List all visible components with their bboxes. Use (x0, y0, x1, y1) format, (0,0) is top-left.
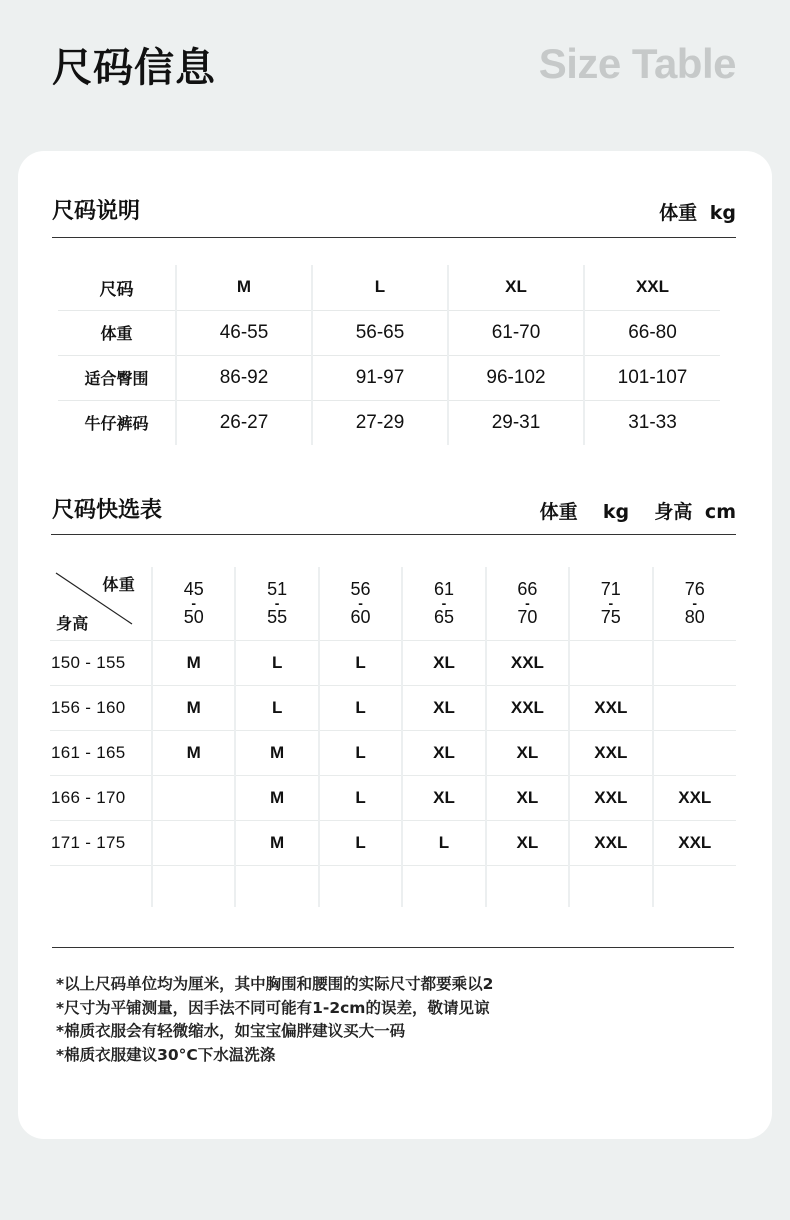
weight-dash: - (441, 595, 447, 612)
weight-range-header (653, 567, 736, 640)
table-cell: 26-27 (176, 400, 312, 445)
size-guide-unit: 体重 kg (659, 202, 736, 224)
table-cell: 66-80 (584, 310, 720, 355)
size-cell (653, 685, 736, 730)
size-cell: XL (486, 775, 569, 820)
size-cell: L (319, 730, 402, 775)
size-guide-title: 尺码说明 (52, 199, 141, 224)
table-row (50, 730, 736, 775)
weight-dash: - (692, 595, 698, 612)
weight-from: 66 (517, 579, 538, 600)
weight-range-header (235, 567, 318, 640)
height-range: 156 - 160 (50, 685, 152, 730)
size-cell (653, 730, 736, 775)
weight-dash: - (358, 595, 363, 612)
height-range: 171 - 175 (50, 820, 152, 865)
empty-cell (319, 865, 402, 907)
table-row (58, 355, 720, 400)
size-cell: XL (486, 820, 569, 865)
table-cell: 31-33 (584, 400, 720, 445)
size-cell: L (402, 820, 485, 865)
corner-header (50, 567, 152, 640)
weight-from: 51 (267, 579, 288, 600)
corner-weight-label: 体重 (102, 575, 135, 594)
weight-range-header (152, 567, 235, 640)
size-cell: XXL (653, 820, 736, 865)
table-row (58, 310, 720, 355)
weight-from: 45 (183, 579, 204, 600)
table-row (50, 775, 736, 820)
size-cell: XXL (569, 685, 652, 730)
table-header-row (58, 265, 720, 310)
size-cell: L (319, 640, 402, 685)
column-header: M (176, 265, 312, 310)
table-row-empty (50, 865, 736, 907)
quick-select-header (52, 493, 736, 533)
weight-to: 50 (183, 607, 204, 628)
weight-dash: - (608, 595, 614, 612)
size-cell: L (319, 775, 402, 820)
size-cell: M (235, 820, 318, 865)
weight-to: 55 (267, 607, 288, 628)
empty-cell (402, 865, 485, 907)
weight-from: 71 (600, 579, 621, 600)
table-cell: 61-70 (448, 310, 584, 355)
height-range: 161 - 165 (50, 730, 152, 775)
note-line: *尺寸为平铺测量，因手法不同可能有1-2cm的误差，敬请见谅 (56, 998, 490, 1017)
section-divider (52, 237, 736, 238)
empty-cell (653, 865, 736, 907)
empty-cell (50, 865, 152, 907)
size-cell: M (235, 730, 318, 775)
size-cell: L (319, 685, 402, 730)
weight-to: 65 (433, 607, 454, 628)
size-guide-header (52, 194, 736, 234)
table-cell: 56-65 (312, 310, 448, 355)
weight-to: 60 (350, 607, 371, 628)
size-cell: XXL (653, 775, 736, 820)
weight-range-header (402, 567, 485, 640)
empty-cell (486, 865, 569, 907)
weight-from: 56 (350, 579, 371, 600)
row-label: 体重 (58, 310, 176, 355)
weight-range-header (319, 567, 402, 640)
quick-select-title: 尺码快选表 (52, 498, 163, 523)
weight-dash: - (274, 595, 280, 612)
column-header: L (312, 265, 448, 310)
note-line: *以上尺码单位均为厘米，其中胸围和腰围的实际尺寸都要乘以2 (56, 975, 494, 993)
size-cell: L (319, 820, 402, 865)
column-header: XXL (584, 265, 720, 310)
size-cell: XXL (486, 685, 569, 730)
notes-divider (52, 947, 734, 948)
size-cell: XXL (569, 775, 652, 820)
empty-cell (569, 865, 652, 907)
table-cell: 96-102 (448, 355, 584, 400)
empty-cell (235, 865, 318, 907)
page-subtitle: Size Table (538, 40, 736, 87)
size-cell (152, 775, 235, 820)
weight-range-header (486, 567, 569, 640)
weight-dash: - (525, 595, 530, 612)
size-cell: M (235, 775, 318, 820)
height-range: 150 - 155 (50, 640, 152, 685)
size-cell (653, 640, 736, 685)
size-cell: XL (486, 730, 569, 775)
table-cell: 101-107 (584, 355, 720, 400)
note-line: *棉质衣服建议30°C下水温洗涤 (56, 1045, 276, 1064)
size-cell: XL (402, 640, 485, 685)
size-cell: M (152, 730, 235, 775)
quick-select-unit: 体重 kg 身高 cm (539, 501, 736, 523)
table-row (50, 640, 736, 685)
weight-to: 70 (517, 607, 538, 628)
table-cell: 29-31 (448, 400, 584, 445)
size-guide-table (58, 265, 720, 445)
size-cell: M (152, 640, 235, 685)
empty-cell (152, 865, 235, 907)
note-line: *棉质衣服会有轻微缩水，如宝宝偏胖建议买大一码 (56, 1022, 406, 1040)
table-cell: 46-55 (176, 310, 312, 355)
weight-to: 80 (684, 607, 705, 628)
size-cell: XL (402, 730, 485, 775)
size-cell (152, 820, 235, 865)
notes (56, 973, 493, 1067)
quick-select-table (50, 567, 736, 907)
table-cell: 86-92 (176, 355, 312, 400)
size-cell: XL (402, 685, 485, 730)
table-row (50, 820, 736, 865)
size-cell: XXL (569, 730, 652, 775)
table-cell: 27-29 (312, 400, 448, 445)
section-divider (51, 534, 736, 535)
size-cell: L (235, 685, 318, 730)
size-cell: M (152, 685, 235, 730)
table-header-row (50, 567, 736, 640)
column-header: XL (448, 265, 584, 310)
table-cell: 91-97 (312, 355, 448, 400)
weight-from: 76 (684, 579, 705, 600)
weight-to: 75 (600, 607, 621, 628)
height-range: 166 - 170 (50, 775, 152, 820)
table-row (58, 400, 720, 445)
size-cell (569, 640, 652, 685)
row-label: 适合臀围 (58, 355, 176, 400)
size-cell: XXL (486, 640, 569, 685)
weight-range-header (569, 567, 652, 640)
row-header-label: 尺码 (58, 265, 176, 310)
row-label: 牛仔裤码 (84, 414, 149, 434)
size-cell: XXL (569, 820, 652, 865)
page-title: 尺码信息 (52, 45, 216, 91)
weight-from: 61 (433, 579, 454, 600)
size-cell: XL (402, 775, 485, 820)
size-card (18, 151, 772, 1139)
table-row (50, 685, 736, 730)
corner-height-label: 身高 (56, 613, 89, 633)
size-cell: L (235, 640, 318, 685)
weight-dash: - (191, 595, 197, 612)
